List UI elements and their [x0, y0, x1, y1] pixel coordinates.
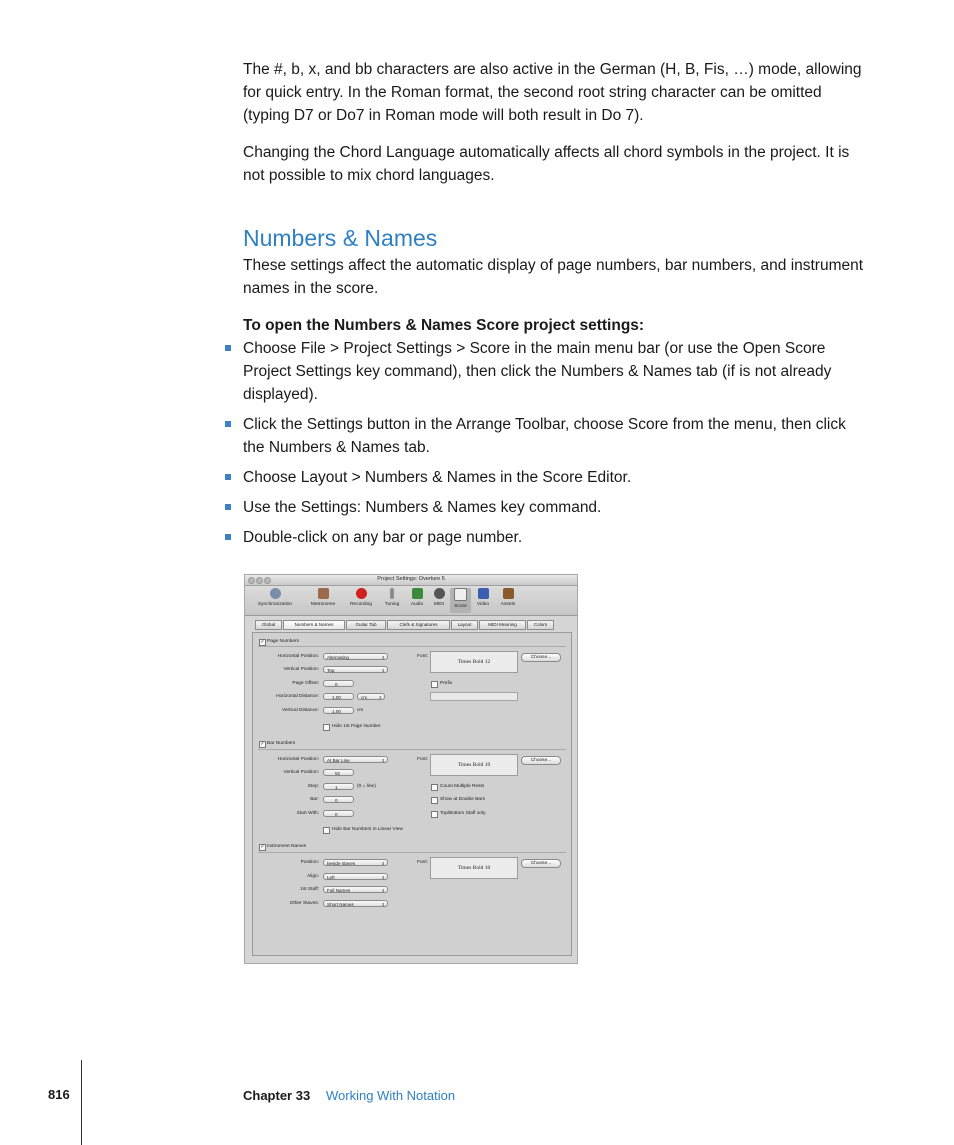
field-label: Horizontal Distance: — [276, 694, 319, 699]
tool-metronome[interactable]: Metronome — [305, 588, 341, 607]
step-note: (0 = line) — [357, 784, 376, 789]
bar-numbers-checkbox[interactable]: ✓ — [260, 741, 265, 747]
checkbox-label: Hide 1st Page Number — [332, 724, 381, 729]
field-label: Align: — [307, 874, 319, 879]
section-label: Instrument Names — [267, 844, 307, 849]
field-label: Position: — [300, 860, 319, 865]
field-label: Horizontal Position: — [277, 654, 319, 659]
tuning-fork-icon — [390, 588, 394, 599]
project-settings-screenshot — [244, 574, 578, 964]
align-popup[interactable]: Left ⇕ — [323, 873, 388, 880]
chord-language-paragraph: Changing the Chord Language automatically affects all chord symbols in the project. It is not possible to mix chord languages. — [243, 144, 850, 184]
top-bottom-staff-checkbox[interactable] — [431, 811, 438, 818]
field-label: Vertical Position: — [283, 667, 319, 672]
font-preview: Times Bold 12 — [430, 651, 518, 673]
field-label: Font: — [417, 860, 428, 865]
divider — [258, 749, 566, 750]
tab-colors[interactable]: Colors — [527, 620, 554, 630]
settings-panel — [252, 632, 572, 956]
bullet-item: Choose File > Project Settings > Score in the main menu bar (or use the Open Score Project Settings key command), then click the Numbers & Names tab (if is not already displayed). — [243, 340, 832, 403]
first-staff-popup[interactable]: Full Names ⇕ — [323, 886, 388, 893]
choose-font-button[interactable]: Choose... — [521, 653, 561, 662]
field-label: Horizontal Position: — [277, 757, 319, 762]
section-label: Page Numbers — [267, 639, 299, 644]
page-numbers-checkbox[interactable]: ✓ — [260, 639, 265, 645]
tool-midi[interactable]: MIDI — [430, 588, 448, 607]
checkbox-label: Top/Bottom Staff only — [440, 811, 486, 816]
midi-icon — [434, 588, 445, 599]
sync-icon — [270, 588, 281, 599]
bullet-item: Double-click on any bar or page number. — [243, 529, 523, 546]
record-icon — [356, 588, 367, 599]
count-rests-checkbox[interactable] — [431, 784, 438, 791]
start-with-stepper[interactable]: 0 — [323, 810, 354, 817]
field-label: Font: — [417, 757, 428, 762]
bar-stepper[interactable]: 0 — [323, 796, 354, 803]
task-title: To open the Numbers & Names Score project settings: — [243, 317, 645, 334]
tool-tuning[interactable]: Tuning — [381, 588, 403, 607]
chapter-title: Working With Notation — [326, 1088, 456, 1103]
vertical-position-popup[interactable]: Top ⇕ — [323, 666, 388, 673]
distance-unit-popup[interactable]: cm ⇕ — [357, 693, 385, 700]
field-label: Font: — [417, 654, 428, 659]
field-label: 1st Staff: — [300, 887, 319, 892]
show-double-bars-checkbox[interactable] — [431, 797, 438, 804]
video-icon — [478, 588, 489, 599]
bullet-icon — [225, 474, 231, 480]
tab-guitar-tab[interactable]: Guitar Tab — [346, 620, 386, 630]
bullet-icon — [225, 534, 231, 540]
font-preview: Times Bold 10 — [430, 857, 518, 879]
tool-video[interactable]: Video — [473, 588, 493, 607]
other-staves-popup[interactable]: Short Names ⇕ — [323, 900, 388, 907]
hide-linear-checkbox[interactable] — [323, 827, 330, 834]
unit-label: cm — [357, 708, 364, 713]
choose-font-button[interactable]: Choose... — [521, 859, 561, 868]
choose-font-button[interactable]: Choose... — [521, 756, 561, 765]
tab-numbers-names[interactable]: Numbers & Names — [283, 620, 345, 630]
field-label: Start With: — [296, 811, 319, 816]
section-heading: Numbers & Names — [243, 225, 438, 251]
field-label: Page Offset: — [292, 681, 319, 686]
hide-first-page-checkbox[interactable] — [323, 724, 330, 731]
page-offset-stepper[interactable]: 0 — [323, 680, 354, 687]
bar-vertical-stepper[interactable]: 52 — [323, 769, 354, 776]
tab-global[interactable]: Global — [255, 620, 282, 630]
briefcase-icon — [503, 588, 514, 599]
instrument-names-checkbox[interactable]: ✓ — [260, 844, 265, 850]
tool-assets[interactable]: Assets — [496, 588, 520, 607]
bullet-icon — [225, 421, 231, 427]
section-label: Bar Numbers — [267, 741, 296, 746]
tool-audio[interactable]: Audio — [406, 588, 428, 607]
checkbox-label: Hide Bar Numbers in Linear View — [332, 827, 403, 832]
checkbox-label: Show at Double Bars — [440, 797, 486, 802]
intro-paragraph: The #, b, x, and bb characters are also active in the German (H, B, Fis, …) mode, allowing for quick entry. In the Roman format, the second root string character can be omitted (typing D7 or Do7 in Roman mode will both result in Do 7). — [243, 61, 862, 124]
checkbox-label: Count Multiple Rests — [440, 784, 485, 789]
page-number: 816 — [48, 1087, 70, 1102]
step-stepper[interactable]: 1 — [323, 783, 354, 790]
metronome-icon — [318, 588, 329, 599]
window-titlebar — [245, 575, 577, 586]
horizontal-distance-stepper[interactable]: 1,00 — [323, 693, 354, 700]
tool-score[interactable]: Score — [450, 588, 471, 613]
bullet-item: Choose Layout > Numbers & Names in the Score Editor. — [243, 469, 632, 486]
font-preview: Times Bold 10 — [430, 754, 518, 776]
footer-divider — [81, 1060, 82, 1145]
vertical-distance-stepper[interactable]: 1,00 — [323, 707, 354, 714]
bullet-item: Use the Settings: Numbers & Names key command. — [243, 499, 602, 516]
checkbox-label: Prefix — [440, 681, 453, 686]
bullet-item: Click the Settings button in the Arrange Toolbar, choose Score from the menu, then click the Numbers & Names tab. — [243, 416, 846, 456]
window-title: Project Settings: Overture 5 — [377, 576, 445, 582]
tool-synchronization[interactable]: Synchronization — [252, 588, 298, 607]
section-description: These settings affect the automatic display of page numbers, bar numbers, and instrument names in the score. — [243, 257, 864, 297]
divider — [258, 646, 566, 647]
tab-clefs-signatures[interactable]: Clefs & Signatures — [387, 620, 450, 630]
tab-layout[interactable]: Layout — [451, 620, 478, 630]
tool-recording[interactable]: Recording — [344, 588, 378, 607]
field-label: Bar: — [310, 797, 319, 802]
score-icon — [454, 588, 467, 601]
divider — [258, 852, 566, 853]
name-position-popup[interactable]: beside staves ⇕ — [323, 859, 388, 866]
tab-midi-meaning[interactable]: MIDI Meaning — [479, 620, 526, 630]
chapter-label: Chapter 33 — [243, 1088, 311, 1103]
bullet-icon — [225, 345, 231, 351]
prefix-input[interactable] — [430, 692, 518, 701]
bullet-icon — [225, 504, 231, 510]
settings-toolbar — [245, 586, 577, 616]
field-label: Vertical Position: — [283, 770, 319, 775]
prefix-checkbox[interactable] — [431, 681, 438, 688]
bar-horizontal-popup[interactable]: At Bar Line ⇕ — [323, 756, 388, 763]
horizontal-position-popup[interactable]: Alternating ⇕ — [323, 653, 388, 660]
field-label: Other Staves: — [289, 901, 319, 906]
field-label: Vertical Distance: — [281, 708, 319, 713]
audio-icon — [412, 588, 423, 599]
field-label: Step: — [307, 784, 319, 789]
